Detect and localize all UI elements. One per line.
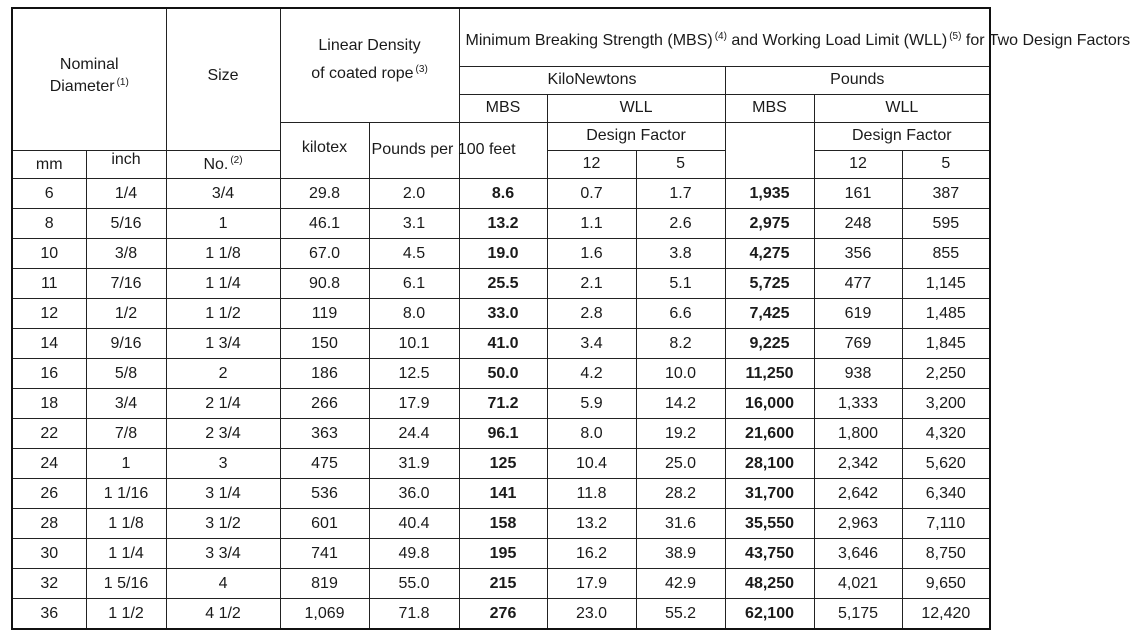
cell-inch: 1 bbox=[86, 448, 166, 478]
cell-kn-wll-df12: 2.1 bbox=[547, 268, 636, 298]
pounds-per-100-feet-header: Pounds per 100 feet bbox=[369, 122, 459, 178]
table-row bbox=[12, 328, 990, 358]
cell-lb-wll-df12: 161 bbox=[814, 178, 902, 208]
cell-kilotex: 46.1 bbox=[280, 208, 369, 238]
lb-mbs-header: MBS bbox=[725, 94, 814, 122]
cell-lb-wll-df5: 855 bbox=[902, 238, 990, 268]
table-row bbox=[12, 268, 990, 298]
cell-kn-wll-df5: 42.9 bbox=[636, 568, 725, 598]
cell-inch: 3/8 bbox=[86, 238, 166, 268]
nominal-label: Nominal bbox=[59, 56, 119, 74]
cell-lb-mbs: 62,100 bbox=[725, 598, 814, 629]
cell-lb-wll-df5: 1,845 bbox=[902, 328, 990, 358]
table-row bbox=[12, 208, 990, 238]
cell-inch: 1 5/16 bbox=[86, 568, 166, 598]
cell-inch: 9/16 bbox=[86, 328, 166, 358]
cell-kn-mbs: 141 bbox=[459, 478, 547, 508]
cell-kilotex: 90.8 bbox=[280, 268, 369, 298]
cell-kn-mbs: 41.0 bbox=[459, 328, 547, 358]
cell-inch: 3/4 bbox=[86, 388, 166, 418]
cell-mm: 14 bbox=[12, 328, 86, 358]
cell-size: 2 1/4 bbox=[166, 388, 280, 418]
cell-kilotex: 67.0 bbox=[280, 238, 369, 268]
cell-inch: 5/16 bbox=[86, 208, 166, 238]
kn-df12-header: 12 bbox=[547, 150, 636, 178]
cell-kn-wll-df5: 14.2 bbox=[636, 388, 725, 418]
cell-lbs-per-100-ft: 3.1 bbox=[369, 208, 459, 238]
cell-kn-mbs: 96.1 bbox=[459, 418, 547, 448]
cell-lb-wll-df5: 5,620 bbox=[902, 448, 990, 478]
cell-kilotex: 266 bbox=[280, 388, 369, 418]
cell-kn-wll-df12: 13.2 bbox=[547, 508, 636, 538]
cell-kn-mbs: 13.2 bbox=[459, 208, 547, 238]
cell-size: 3 1/2 bbox=[166, 508, 280, 538]
cell-lbs-per-100-ft: 4.5 bbox=[369, 238, 459, 268]
lb-df5-header: 5 bbox=[902, 150, 990, 178]
cell-size: 2 bbox=[166, 358, 280, 388]
cell-lb-wll-df5: 2,250 bbox=[902, 358, 990, 388]
cell-lbs-per-100-ft: 49.8 bbox=[369, 538, 459, 568]
cell-lbs-per-100-ft: 36.0 bbox=[369, 478, 459, 508]
cell-mm: 30 bbox=[12, 538, 86, 568]
cell-inch: 1 1/2 bbox=[86, 598, 166, 629]
cell-kn-wll-df12: 16.2 bbox=[547, 538, 636, 568]
lb-design-factor-header: Design Factor bbox=[814, 122, 990, 150]
cell-inch: 1 1/8 bbox=[86, 508, 166, 538]
cell-kn-mbs: 50.0 bbox=[459, 358, 547, 388]
cell-mm: 36 bbox=[12, 598, 86, 629]
cell-lb-wll-df12: 356 bbox=[814, 238, 902, 268]
cell-kn-mbs: 33.0 bbox=[459, 298, 547, 328]
cell-lb-mbs: 9,225 bbox=[725, 328, 814, 358]
lb-mbs-header-cont bbox=[725, 122, 814, 178]
cell-inch: 7/8 bbox=[86, 418, 166, 448]
no-word: No. bbox=[203, 155, 229, 173]
cell-lb-wll-df5: 9,650 bbox=[902, 568, 990, 598]
cell-lb-wll-df12: 1,333 bbox=[814, 388, 902, 418]
cell-kn-mbs: 125 bbox=[459, 448, 547, 478]
cell-size: 2 3/4 bbox=[166, 418, 280, 448]
cell-kn-wll-df12: 23.0 bbox=[547, 598, 636, 629]
mbs-wll-title-c: for Two Design Factors bbox=[961, 31, 1130, 49]
cell-size: 3 bbox=[166, 448, 280, 478]
cell-lb-wll-df12: 4,021 bbox=[814, 568, 902, 598]
cell-lb-wll-df5: 1,145 bbox=[902, 268, 990, 298]
kn-wll-header: WLL bbox=[547, 94, 725, 122]
nominal-diameter-note: (1) bbox=[116, 77, 129, 89]
cell-lb-wll-df5: 4,320 bbox=[902, 418, 990, 448]
cell-size: 4 1/2 bbox=[166, 598, 280, 629]
cell-kn-mbs: 276 bbox=[459, 598, 547, 629]
cell-kilotex: 475 bbox=[280, 448, 369, 478]
cell-inch: 7/16 bbox=[86, 268, 166, 298]
cell-lb-mbs: 4,275 bbox=[725, 238, 814, 268]
table-row bbox=[12, 538, 990, 568]
table-row bbox=[12, 178, 990, 208]
cell-lb-wll-df12: 769 bbox=[814, 328, 902, 358]
cell-mm: 32 bbox=[12, 568, 86, 598]
cell-size: 3/4 bbox=[166, 178, 280, 208]
table-row bbox=[12, 478, 990, 508]
nominal-diameter-header bbox=[12, 8, 166, 150]
lb-wll-header: WLL bbox=[814, 94, 990, 122]
cell-mm: 8 bbox=[12, 208, 86, 238]
cell-lb-mbs: 43,750 bbox=[725, 538, 814, 568]
cell-lbs-per-100-ft: 17.9 bbox=[369, 388, 459, 418]
cell-kn-wll-df5: 10.0 bbox=[636, 358, 725, 388]
cell-kn-wll-df5: 2.6 bbox=[636, 208, 725, 238]
mm-header: mm bbox=[12, 150, 86, 178]
mbs-wll-note-a: (4) bbox=[714, 30, 727, 42]
mbs-wll-note-b: (5) bbox=[949, 30, 962, 42]
cell-inch: 1 1/4 bbox=[86, 538, 166, 568]
cell-lb-mbs: 5,725 bbox=[725, 268, 814, 298]
cell-lb-wll-df5: 8,750 bbox=[902, 538, 990, 568]
cell-mm: 26 bbox=[12, 478, 86, 508]
cell-mm: 12 bbox=[12, 298, 86, 328]
cell-lb-wll-df12: 5,175 bbox=[814, 598, 902, 629]
linear-density-line2: of coated rope bbox=[311, 65, 414, 83]
table-row bbox=[12, 358, 990, 388]
cell-kilotex: 29.8 bbox=[280, 178, 369, 208]
cell-lb-wll-df12: 2,642 bbox=[814, 478, 902, 508]
table-row bbox=[12, 568, 990, 598]
cell-lbs-per-100-ft: 40.4 bbox=[369, 508, 459, 538]
cell-kilotex: 741 bbox=[280, 538, 369, 568]
cell-kilotex: 150 bbox=[280, 328, 369, 358]
kilotex-header: kilotex bbox=[280, 122, 369, 178]
cell-lb-wll-df12: 477 bbox=[814, 268, 902, 298]
table-header bbox=[12, 8, 1130, 178]
cell-kilotex: 119 bbox=[280, 298, 369, 328]
cell-lbs-per-100-ft: 6.1 bbox=[369, 268, 459, 298]
cell-kn-wll-df5: 19.2 bbox=[636, 418, 725, 448]
lb-df12-header: 12 bbox=[814, 150, 902, 178]
cell-mm: 16 bbox=[12, 358, 86, 388]
linear-density-header bbox=[280, 8, 459, 122]
cell-lb-wll-df5: 595 bbox=[902, 208, 990, 238]
cell-lb-mbs: 2,975 bbox=[725, 208, 814, 238]
kn-design-factor-header: Design Factor bbox=[547, 122, 725, 150]
cell-kn-wll-df12: 1.1 bbox=[547, 208, 636, 238]
cell-kn-wll-df5: 31.6 bbox=[636, 508, 725, 538]
cell-size: 4 bbox=[166, 568, 280, 598]
cell-lb-mbs: 35,550 bbox=[725, 508, 814, 538]
cell-size: 3 1/4 bbox=[166, 478, 280, 508]
cell-kn-wll-df12: 10.4 bbox=[547, 448, 636, 478]
cell-kn-mbs: 19.0 bbox=[459, 238, 547, 268]
cell-lb-mbs: 16,000 bbox=[725, 388, 814, 418]
cell-kn-wll-df5: 6.6 bbox=[636, 298, 725, 328]
cell-mm: 11 bbox=[12, 268, 86, 298]
cell-mm: 6 bbox=[12, 178, 86, 208]
cell-lb-wll-df5: 6,340 bbox=[902, 478, 990, 508]
cell-inch: 1 1/16 bbox=[86, 478, 166, 508]
kn-df5-header: 5 bbox=[636, 150, 725, 178]
cell-mm: 22 bbox=[12, 418, 86, 448]
size-no-header bbox=[166, 150, 280, 178]
cell-lb-wll-df5: 12,420 bbox=[902, 598, 990, 629]
cell-lbs-per-100-ft: 10.1 bbox=[369, 328, 459, 358]
cell-kilotex: 186 bbox=[280, 358, 369, 388]
cell-lb-wll-df5: 1,485 bbox=[902, 298, 990, 328]
cell-kn-wll-df5: 5.1 bbox=[636, 268, 725, 298]
cell-kn-wll-df5: 55.2 bbox=[636, 598, 725, 629]
cell-kn-wll-df12: 3.4 bbox=[547, 328, 636, 358]
cell-size: 1 bbox=[166, 208, 280, 238]
inch-header: inch bbox=[86, 150, 166, 178]
cell-lbs-per-100-ft: 55.0 bbox=[369, 568, 459, 598]
linear-density-line1: Linear Density bbox=[318, 37, 421, 55]
cell-lb-wll-df5: 3,200 bbox=[902, 388, 990, 418]
cell-lb-wll-df12: 938 bbox=[814, 358, 902, 388]
cell-kn-mbs: 8.6 bbox=[459, 178, 547, 208]
cell-lbs-per-100-ft: 31.9 bbox=[369, 448, 459, 478]
cell-kn-wll-df12: 8.0 bbox=[547, 418, 636, 448]
cell-size: 1 1/2 bbox=[166, 298, 280, 328]
table-row bbox=[12, 508, 990, 538]
cell-kn-wll-df12: 0.7 bbox=[547, 178, 636, 208]
cell-kn-wll-df12: 11.8 bbox=[547, 478, 636, 508]
size-no-note: (2) bbox=[230, 154, 243, 166]
cell-lb-wll-df12: 1,800 bbox=[814, 418, 902, 448]
cell-kilotex: 536 bbox=[280, 478, 369, 508]
cell-kn-wll-df12: 2.8 bbox=[547, 298, 636, 328]
cell-kn-mbs: 71.2 bbox=[459, 388, 547, 418]
cell-inch: 5/8 bbox=[86, 358, 166, 388]
cell-kn-wll-df5: 38.9 bbox=[636, 538, 725, 568]
cell-lb-wll-df12: 248 bbox=[814, 208, 902, 238]
table-row bbox=[12, 298, 990, 328]
cell-kilotex: 1,069 bbox=[280, 598, 369, 629]
cell-lb-mbs: 11,250 bbox=[725, 358, 814, 388]
table-row bbox=[12, 238, 990, 268]
cell-lb-mbs: 21,600 bbox=[725, 418, 814, 448]
cell-kn-wll-df5: 3.8 bbox=[636, 238, 725, 268]
cell-size: 3 3/4 bbox=[166, 538, 280, 568]
cell-kn-wll-df12: 4.2 bbox=[547, 358, 636, 388]
cell-kn-mbs: 195 bbox=[459, 538, 547, 568]
cell-inch: 1/2 bbox=[86, 298, 166, 328]
mbs-wll-title-b: and Working Load Limit (WLL) bbox=[726, 31, 948, 49]
cell-kn-mbs: 158 bbox=[459, 508, 547, 538]
kn-mbs-header: MBS bbox=[459, 94, 547, 122]
size-word: Size bbox=[207, 67, 239, 85]
kilonewtons-header: KiloNewtons bbox=[459, 66, 725, 94]
cell-lbs-per-100-ft: 71.8 bbox=[369, 598, 459, 629]
cell-lb-mbs: 7,425 bbox=[725, 298, 814, 328]
cell-kn-wll-df5: 1.7 bbox=[636, 178, 725, 208]
cell-inch: 1/4 bbox=[86, 178, 166, 208]
cell-mm: 24 bbox=[12, 448, 86, 478]
cell-lbs-per-100-ft: 8.0 bbox=[369, 298, 459, 328]
diameter-label: Diameter $^{(1)}$ bbox=[49, 77, 129, 96]
cell-lbs-per-100-ft: 2.0 bbox=[369, 178, 459, 208]
cell-kn-wll-df5: 25.0 bbox=[636, 448, 725, 478]
cell-lb-wll-df12: 3,646 bbox=[814, 538, 902, 568]
table-row bbox=[12, 598, 990, 629]
cell-kn-wll-df5: 8.2 bbox=[636, 328, 725, 358]
mbs-wll-title bbox=[459, 8, 1130, 66]
cell-lb-wll-df5: 387 bbox=[902, 178, 990, 208]
cell-lb-wll-df12: 2,342 bbox=[814, 448, 902, 478]
cell-kilotex: 819 bbox=[280, 568, 369, 598]
table-body bbox=[12, 178, 990, 629]
rope-spec-table bbox=[11, 7, 1130, 630]
cell-kn-mbs: 215 bbox=[459, 568, 547, 598]
cell-kn-wll-df12: 17.9 bbox=[547, 568, 636, 598]
cell-size: 1 3/4 bbox=[166, 328, 280, 358]
cell-lbs-per-100-ft: 24.4 bbox=[369, 418, 459, 448]
cell-lb-mbs: 1,935 bbox=[725, 178, 814, 208]
cell-lb-wll-df12: 2,963 bbox=[814, 508, 902, 538]
table-row bbox=[12, 418, 990, 448]
pounds-header: Pounds bbox=[725, 66, 990, 94]
cell-lb-mbs: 48,250 bbox=[725, 568, 814, 598]
table-row bbox=[12, 388, 990, 418]
cell-kn-wll-df12: 1.6 bbox=[547, 238, 636, 268]
cell-mm: 18 bbox=[12, 388, 86, 418]
cell-kn-mbs: 25.5 bbox=[459, 268, 547, 298]
cell-size: 1 1/4 bbox=[166, 268, 280, 298]
cell-mm: 10 bbox=[12, 238, 86, 268]
cell-size: 1 1/8 bbox=[166, 238, 280, 268]
cell-lbs-per-100-ft: 12.5 bbox=[369, 358, 459, 388]
mbs-wll-title-a: Minimum Breaking Strength (MBS) bbox=[465, 31, 713, 49]
cell-lb-wll-df12: 619 bbox=[814, 298, 902, 328]
cell-lb-mbs: 28,100 bbox=[725, 448, 814, 478]
cell-lb-wll-df5: 7,110 bbox=[902, 508, 990, 538]
cell-kilotex: 363 bbox=[280, 418, 369, 448]
cell-lb-mbs: 31,700 bbox=[725, 478, 814, 508]
cell-kilotex: 601 bbox=[280, 508, 369, 538]
cell-mm: 28 bbox=[12, 508, 86, 538]
size-header bbox=[166, 8, 280, 150]
table-row bbox=[12, 448, 990, 478]
linear-density-note: (3) bbox=[415, 64, 428, 76]
cell-kn-wll-df5: 28.2 bbox=[636, 478, 725, 508]
cell-kn-wll-df12: 5.9 bbox=[547, 388, 636, 418]
